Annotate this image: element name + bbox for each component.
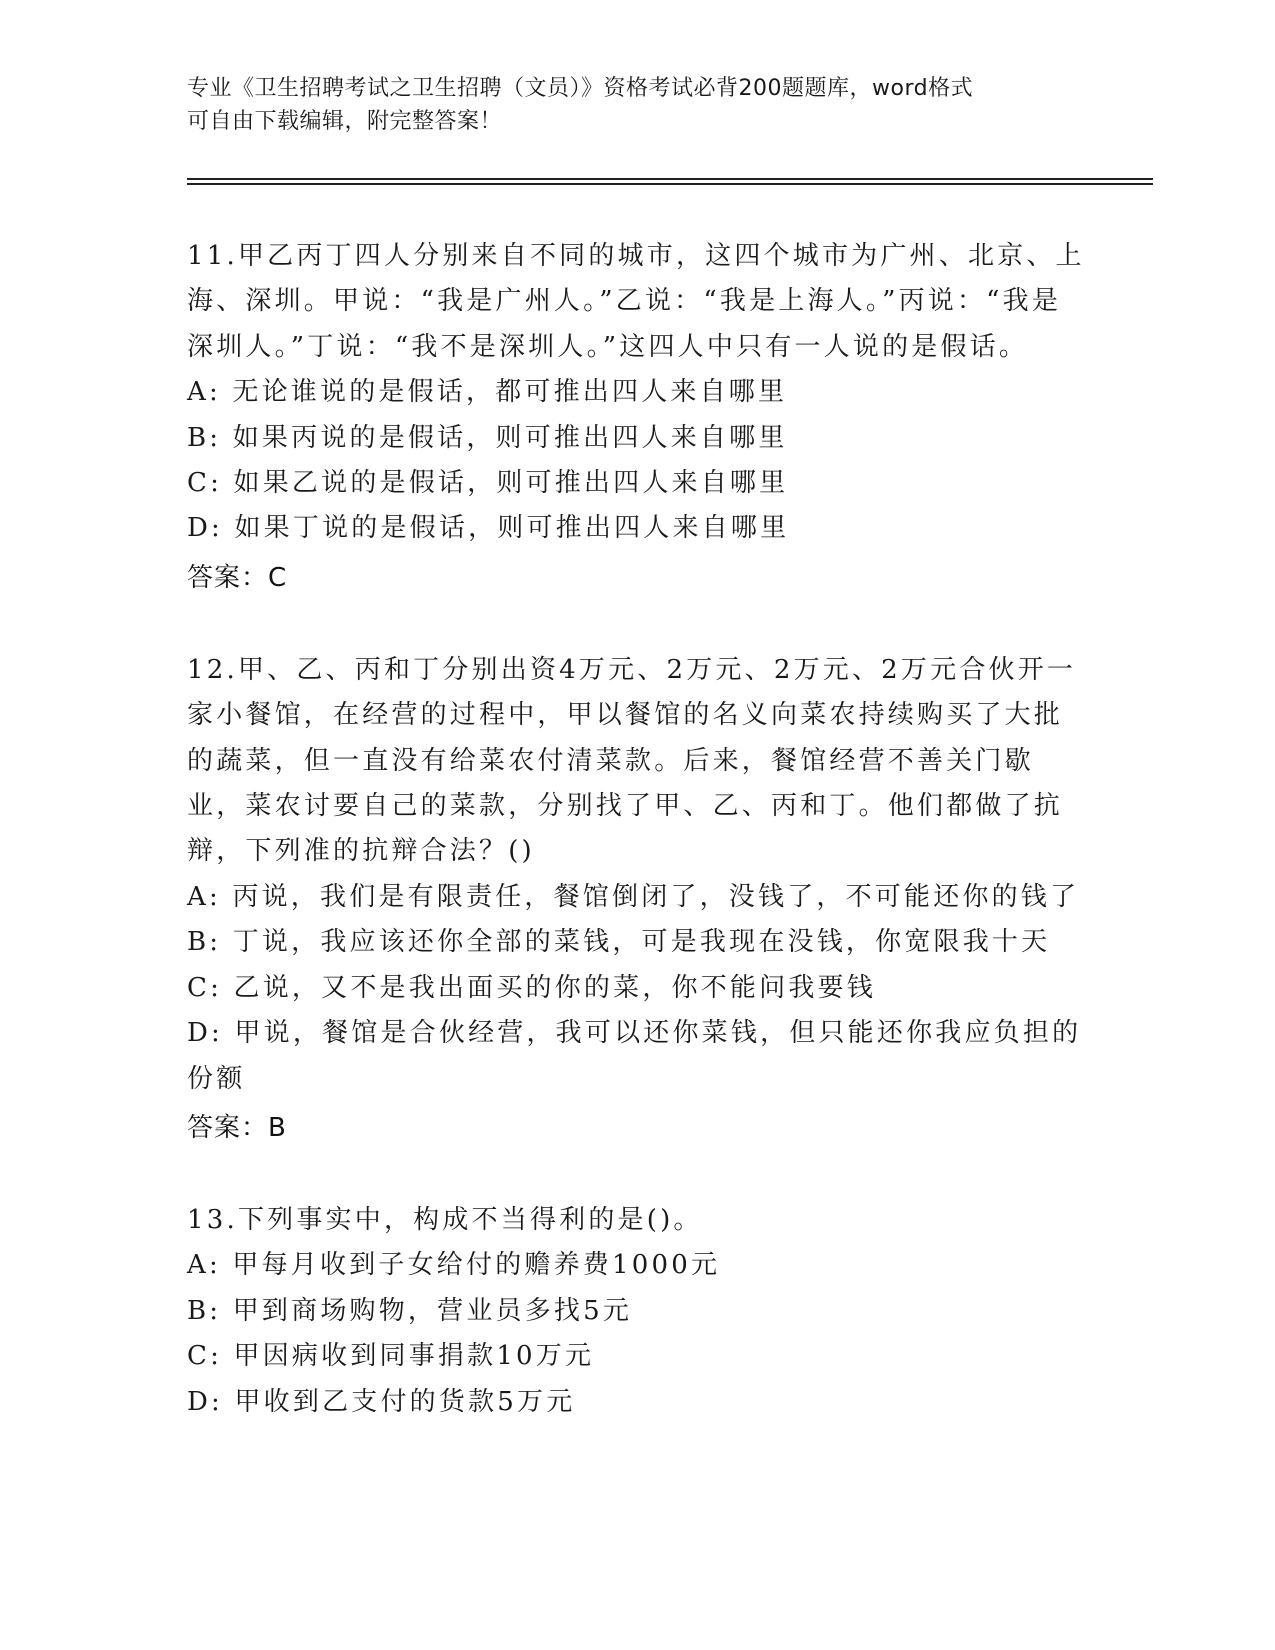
question-12 <box>187 648 1087 1152</box>
header-divider-bottom <box>187 183 1153 185</box>
question-11 <box>187 234 1087 602</box>
option-a: A: 甲每月收到子女给付的赡养费1000元 <box>187 1250 721 1281</box>
option-b: B: 丁说，我应该还你全部的菜钱，可是我现在没钱，你宽限我十天 <box>187 927 1051 958</box>
option-c: C: 如果乙说的是假话，则可推出四人来自哪里 <box>187 468 789 499</box>
option-c: C: 乙说，又不是我出面买的你的菜，你不能问我要钱 <box>187 972 876 1003</box>
option-b: B: 如果丙说的是假话，则可推出四人来自哪里 <box>187 422 788 453</box>
option-d: D: 甲说，餐馆是合伙经营，我可以还你菜钱，但只能还你我应负担的份额 <box>187 1018 1082 1094</box>
question-stem: 11.甲乙丙丁四人分别来自不同的城市，这四个城市为广州、北京、上海、深圳。甲说：“我是广州人。”乙说：“我是上海人。”丙说：“我是深圳人。”丁说：“我不是深圳人。”这四人中只有一人说的是假话。 <box>187 241 1085 362</box>
question-stem: 13.下列事实中，构成不当得利的是()。 <box>187 1204 703 1235</box>
header-title-line-2: 可自由下载编辑，附完整答案！ <box>187 109 503 134</box>
option-c: C: 甲因病收到同事捐款10万元 <box>187 1341 595 1372</box>
question-stem: 12.甲、乙、丙和丁分别出资4万元、2万元、2万元、2万元合伙开一家小餐馆，在经营的过程中，甲以餐馆的名义向菜农持续购买了大批的蔬菜，但一直没有给菜农付清菜款。后来，餐馆经营不善关门歇业，菜农讨要自己的菜款，分别找了甲、乙、丙和丁。他们都做了抗辩，下列准的抗辩合法？() <box>187 654 1077 867</box>
option-b: B: 甲到商场购物，营业员多找5元 <box>187 1295 633 1326</box>
option-d: D: 甲收到乙支付的货款5万元 <box>187 1386 576 1417</box>
answer-label: 答案：B <box>187 1112 287 1143</box>
answer-label: 答案：C <box>187 562 288 593</box>
option-d: D: 如果丁说的是假话，则可推出四人来自哪里 <box>187 513 790 544</box>
question-13 <box>187 1198 1087 1425</box>
option-a: A: 丙说，我们是有限责任，餐馆倒闭了，没钱了，不可能还你的钱了 <box>187 881 1080 912</box>
question-list <box>187 234 1087 1471</box>
document-header <box>187 72 1067 138</box>
header-title-line-1: 专业《卫生招聘考试之卫生招聘（文员）》资格考试必背200题题库，word格式 <box>187 76 974 101</box>
header-divider-top <box>187 178 1153 180</box>
option-a: A: 无论谁说的是假话，都可推出四人来自哪里 <box>187 377 788 408</box>
